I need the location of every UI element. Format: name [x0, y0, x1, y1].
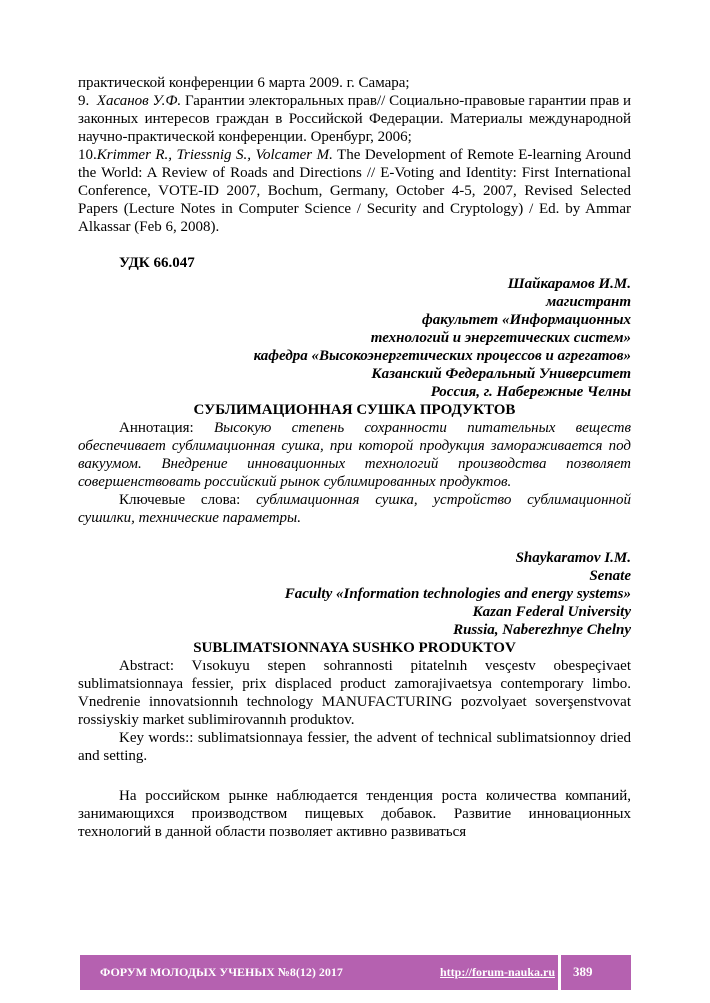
- page-number: 389: [573, 964, 593, 979]
- author-city-en: Russia, Naberezhnye Chelny: [453, 622, 631, 638]
- author-university-en: Kazan Federal University: [472, 604, 631, 620]
- body-paragraph: На российском рынке наблюдается тенденция роста количества компаний, занимающихся производством пищевых добавок. Развитие инновационных технологий в данной области позволяет активно развиваться: [78, 788, 631, 840]
- article-title-ru: СУБЛИМАЦИОННАЯ СУШКА ПРОДУКТОВ: [193, 402, 516, 418]
- reference-number: 9.: [78, 93, 90, 109]
- keywords-text: сублимационная сушка, устройство сублимационной сушилки, технические параметры.: [78, 492, 631, 526]
- reference-author: Хасанов У.Ф.: [96, 93, 182, 109]
- ru-author-block: [78, 275, 631, 401]
- author-university: Казанский Федеральный Университет: [371, 366, 631, 382]
- author-faculty-en: Faculty «Information technologies and energy systems»: [284, 586, 631, 602]
- keywords-label: Ключевые слова:: [119, 492, 257, 508]
- reference-continuation: практической конференции 6 марта 2009. г. Самара;: [78, 75, 410, 91]
- page-footer: [80, 955, 631, 990]
- reference-10: [78, 146, 631, 236]
- keywords-ru: [78, 491, 631, 527]
- author-faculty: факультет «Информационных: [421, 312, 631, 328]
- reference-text: Гарантии электоральных прав// Социально-правовые гарантии прав и законных интересов граждан в Российской Федерации. Материалы международной научно-практической конференции. Оренбург, 2006;: [78, 93, 631, 145]
- author-department: кафедра «Высокоэнергетических процессов и агрегатов»: [253, 348, 631, 364]
- reference-number: 10.: [78, 147, 97, 163]
- abstract-en: Abstract: Vısokuyu stepen sohrannosti pitatelnıh vesçestv obespeçivaet sublimatsionnaya fessier, prix displaced product zamorajivaetsya contemporary limbo. Vnedrenie innovatsionnıh technology MANUFACTURING pozvolyaet soverşenstvovat rossiyskiy market sublimirovannıh produktov.: [78, 658, 631, 728]
- author-position-en: Senate: [589, 568, 631, 584]
- footer-website-link[interactable]: http://forum-nauka.ru: [440, 965, 556, 979]
- reference-author: Krimmer R., Triessnig S., Volcamer M.: [96, 147, 333, 163]
- author-city: Россия, г. Набережные Челны: [430, 384, 631, 400]
- abstract-ru: [78, 419, 631, 491]
- author-name-en: Shaykaramov I.M.: [515, 550, 631, 566]
- footer-journal-title: ФОРУМ МОЛОДЫХ УЧЕНЫХ №8(12) 2017: [100, 965, 343, 979]
- en-author-block: [78, 549, 631, 639]
- keywords-en: Key words:: sublimatsionnaya fessier, the advent of technical sublimatsionnoy dried and setting.: [78, 730, 631, 764]
- author-faculty-continued: технологий и энергетических систем»: [370, 330, 631, 346]
- reference-9: [78, 92, 631, 146]
- article-title-en: SUBLIMATSIONNAYA SUSHKO PRODUKTOV: [193, 640, 516, 656]
- author-position: магистрант: [546, 294, 631, 310]
- reference-text: The Development of Remote E-learning Around the World: A Review of Roads and Directions // E-Voting and Identity: First International Conference, VOTE-ID 2007, Bochum, Germany, October 4-5, 2007, Revised Selected Papers (Lecture Notes in Computer Science / Security and Cryptology) / Ed. by Ammar Alkassar (Feb 6, 2008).: [78, 147, 631, 235]
- author-name: Шайкарамов И.М.: [507, 276, 631, 292]
- abstract-text: Высокую степень сохранности питательных веществ обеспечивает сублимационная сушка, при которой продукция замораживается под вакуумом. Внедрение инновационных технологий производства позволяет совершенствовать российский рынок сублимированных продуктов.: [78, 420, 631, 490]
- page-content: [78, 74, 631, 841]
- footer-divider: [558, 955, 561, 990]
- udk-code: УДК 66.047: [119, 255, 195, 271]
- abstract-label: Аннотация:: [119, 420, 214, 436]
